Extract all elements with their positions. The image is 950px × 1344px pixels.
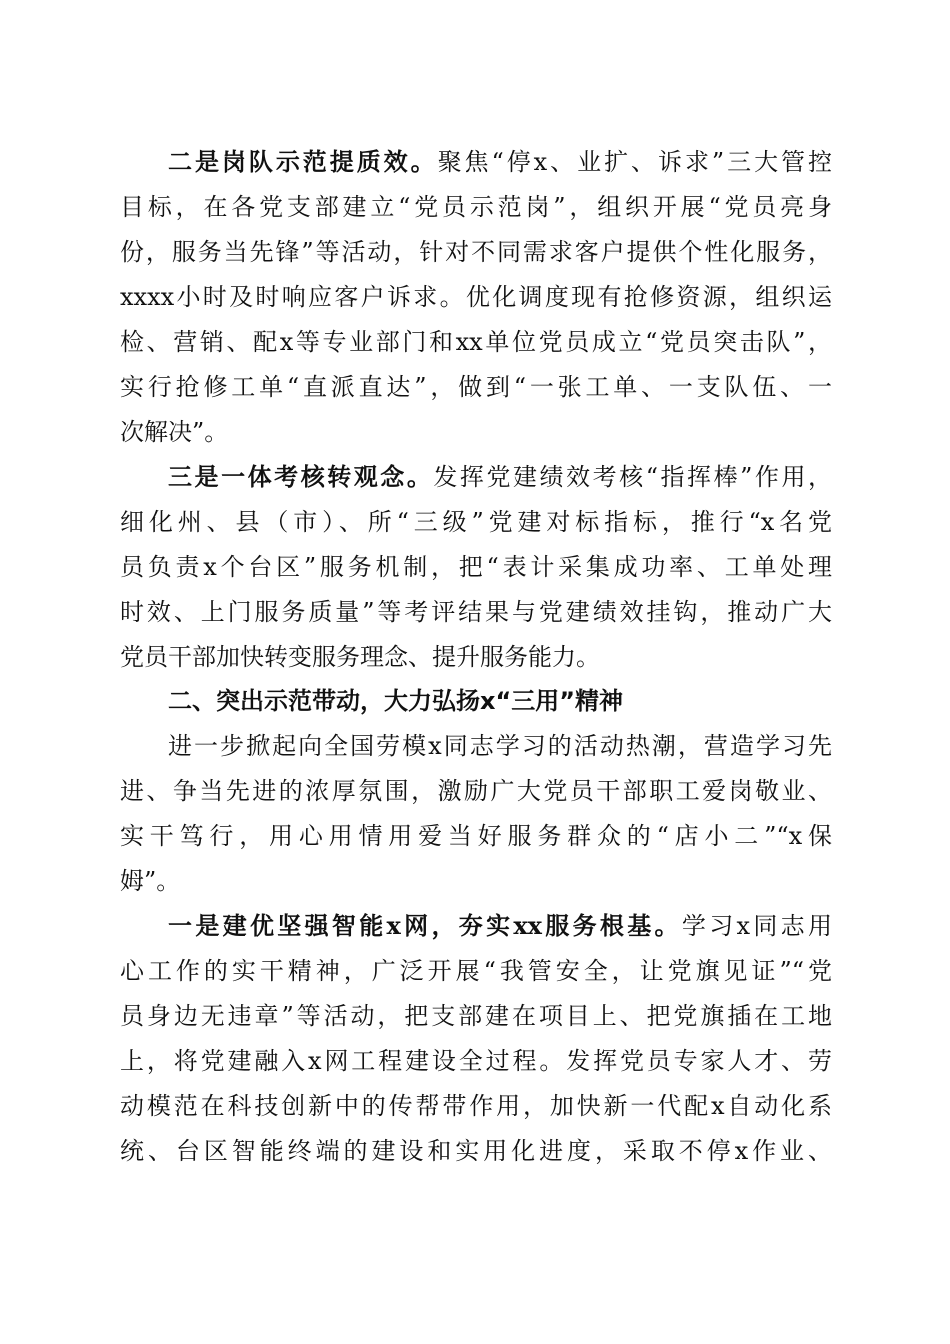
paragraph-line: 进一步掀起向全国劳模x同志学习的活动热潮，营造学习先 (168, 732, 832, 760)
paragraph-line: 时效、上门服务质量”等考评结果与党建绩效挂钩，推动广大 (120, 598, 832, 626)
paragraph-lead: 三是一体考核转观念。 (168, 462, 434, 491)
paragraph-line: 份，服务当先锋”等活动，针对不同需求客户提供个性化服务， (120, 238, 832, 266)
paragraph-line: 检、营销、配x等专业部门和xx单位党员成立“党员突击队”， (120, 328, 832, 356)
paragraph-line: 目标，在各党支部建立“党员示范岗”，组织开展“党员亮身 (120, 193, 832, 221)
paragraph-line: 二是岗队示范提质效。聚焦“停x、业扩、诉求”三大管控 (168, 147, 832, 176)
paragraph-line: 上，将党建融入x网工程建设全过程。发挥党员专家人才、劳 (120, 1047, 832, 1075)
paragraph-line: xxxx小时及时响应客户诉求。优化调度现有抢修资源，组织运 (120, 283, 832, 311)
paragraph-line: 一是建优坚强智能x网，夯实xx服务根基。学习x同志用 (168, 911, 832, 940)
paragraph-line: 实行抢修工单“直派直达”，做到“一张工单、一支队伍、一 (120, 373, 832, 401)
paragraph-line: 次解决”。 (120, 418, 229, 446)
paragraph-lead: 一是建优坚强智能x网，夯实xx服务根基。 (168, 911, 682, 940)
paragraph-line: 员身边无违章”等活动，把支部建在项目上、把党旗插在工地 (120, 1002, 832, 1030)
paragraph-line: 员负责x个台区”服务机制，把“表计采集成功率、工单处理 (120, 553, 832, 581)
paragraph-line: 心工作的实干精神，广泛开展“我管安全，让党旗见证”“党 (120, 957, 832, 985)
paragraph-line: 动模范在科技创新中的传帮带作用，加快新一代配x自动化系 (120, 1092, 832, 1120)
paragraph-line: 进、争当先进的浓厚氛围，激励广大党员干部职工爱岗敬业、 (120, 777, 832, 805)
section-heading: 二、突出示范带动，大力弘扬x“三用”精神 (168, 687, 624, 715)
paragraph-line: 细化州、县（市）、所“三级”党建对标指标，推行“x名党 (120, 508, 832, 536)
paragraph-line: 党员干部加快转变服务理念、提升服务能力。 (120, 643, 600, 671)
paragraph-lead: 二是岗队示范提质效。 (168, 147, 438, 176)
paragraph-line: 姆”。 (120, 867, 181, 895)
paragraph-line: 统、台区智能终端的建设和实用化进度，采取不停x作业、 (120, 1137, 832, 1165)
paragraph-line: 三是一体考核转观念。发挥党建绩效考核“指挥棒”作用， (168, 462, 832, 491)
paragraph-line: 实干笃行，用心用情用爱当好服务群众的“店小二”“x保 (120, 822, 832, 850)
